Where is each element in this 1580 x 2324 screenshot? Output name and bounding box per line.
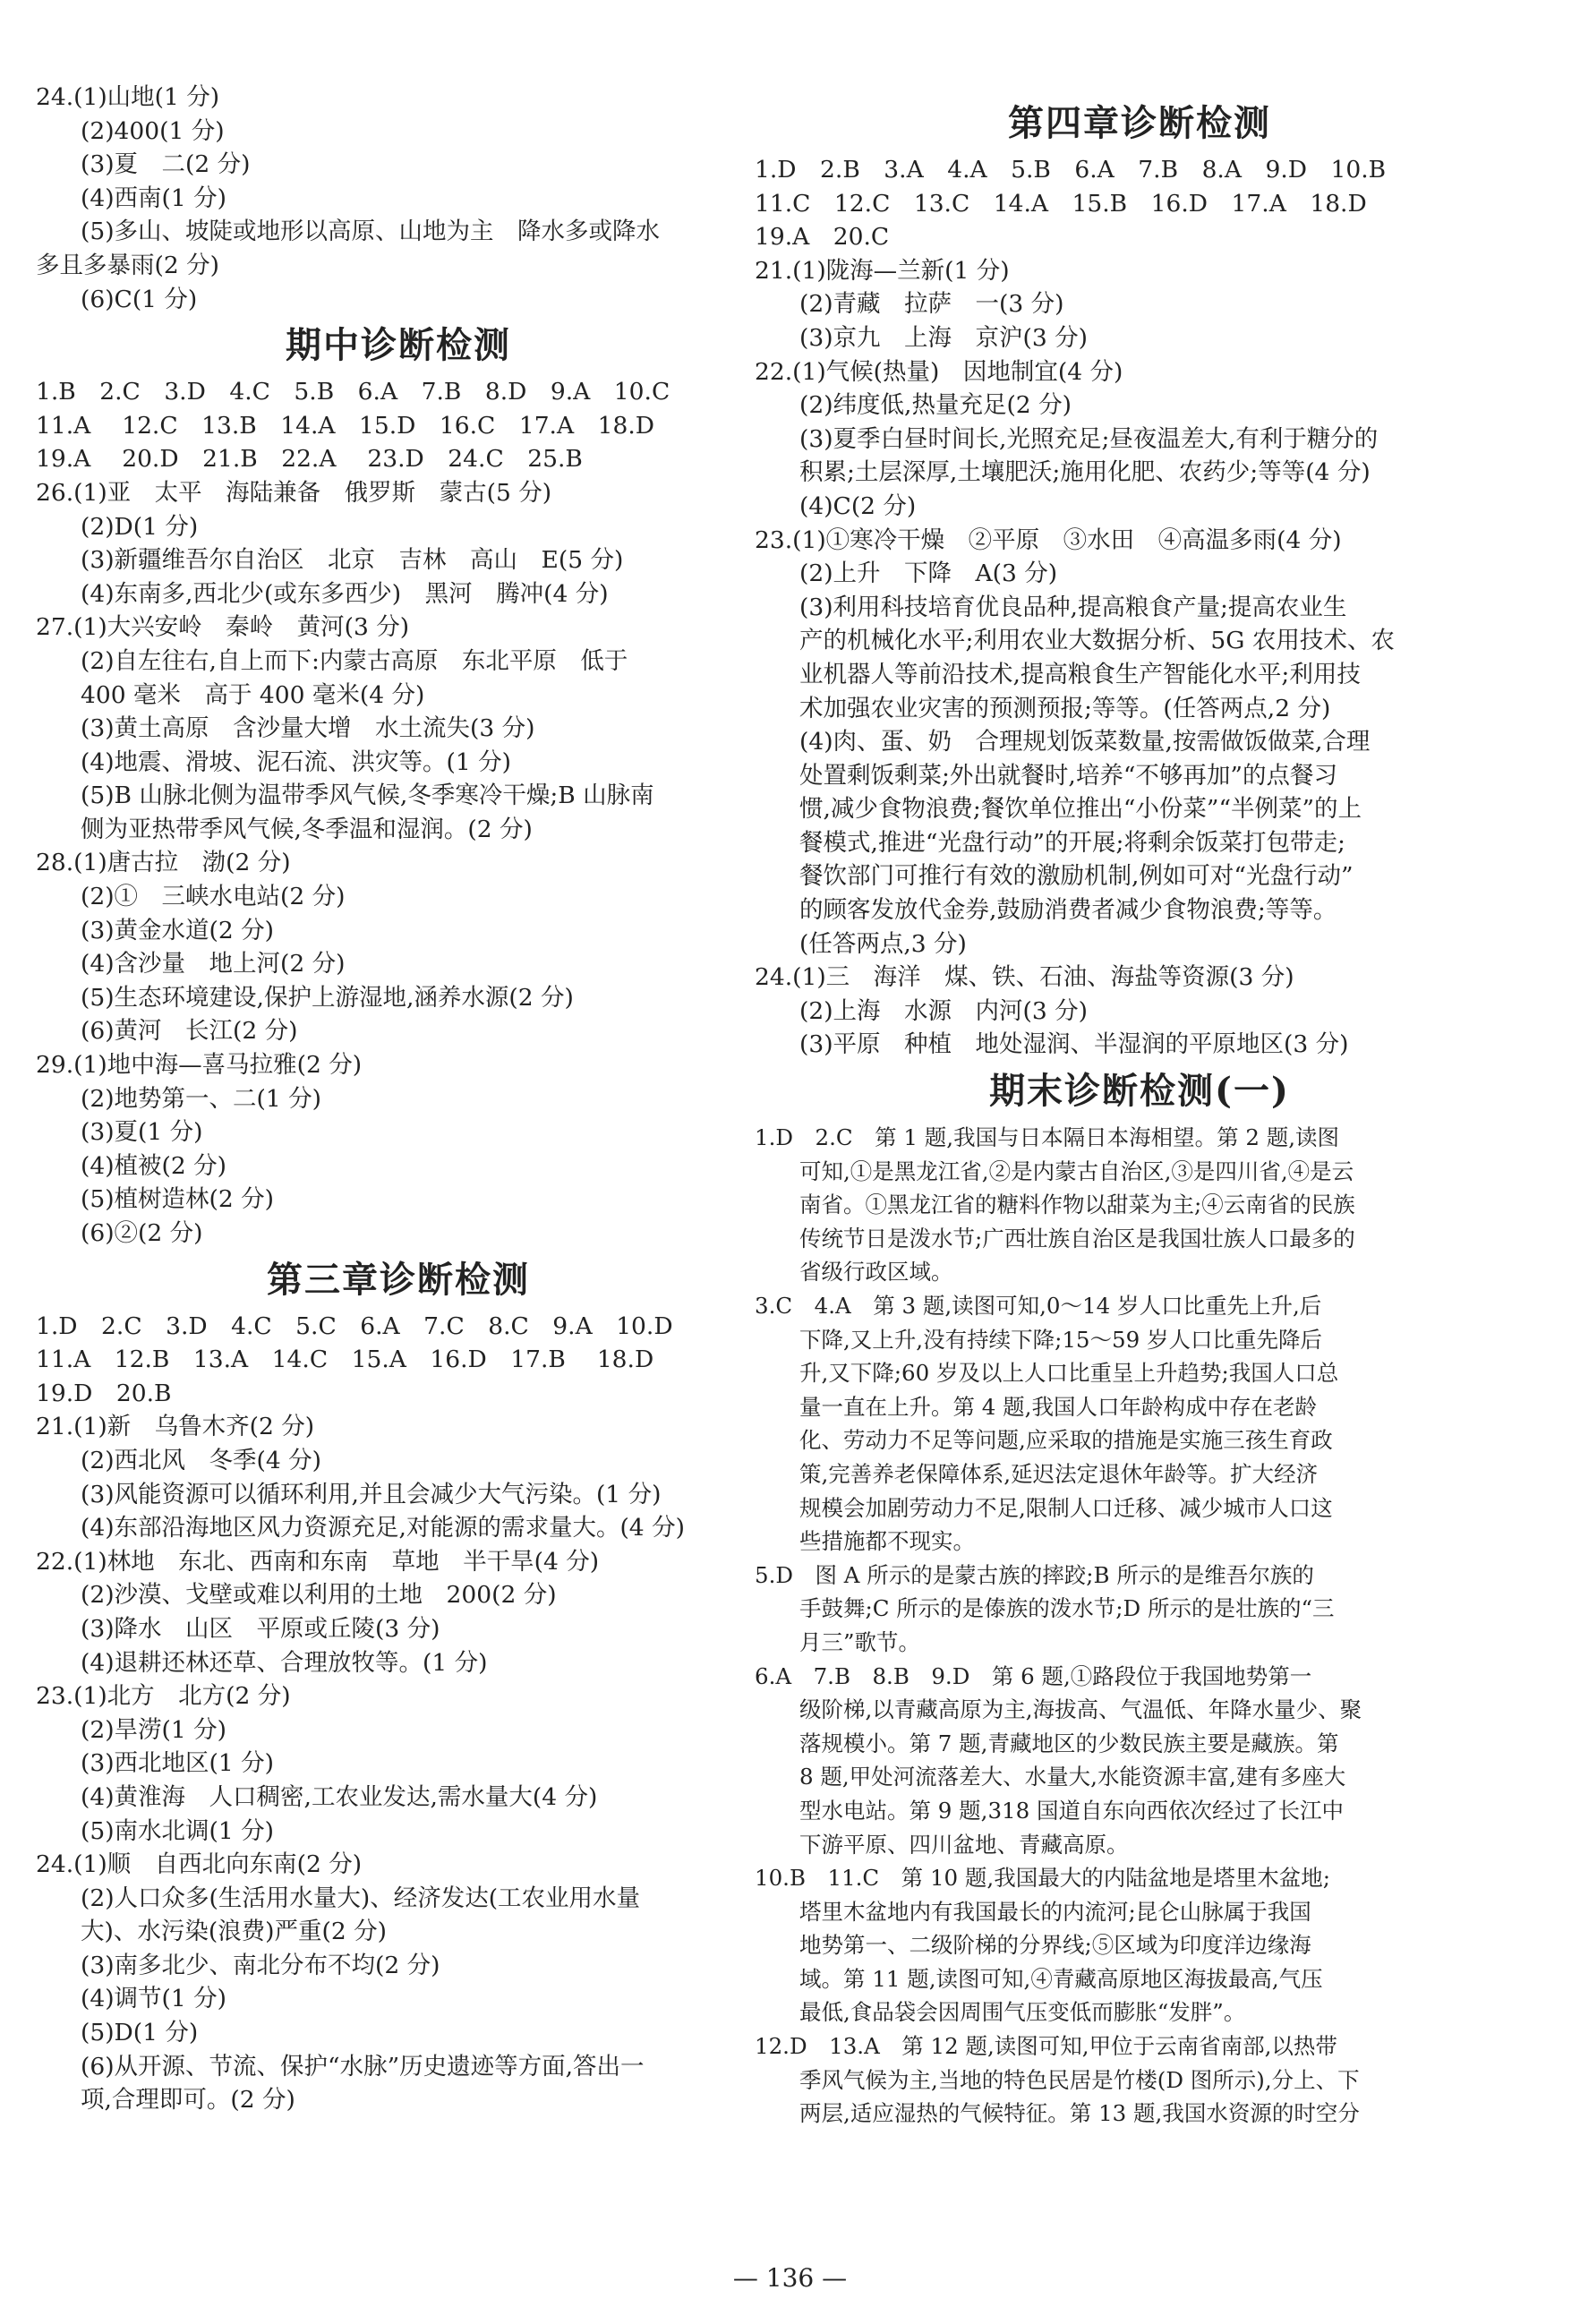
answer-line: 可知,①是黑龙江省,②是内蒙古自治区,③是四川省,④是云 [799,1158,1354,1184]
answer-line: 29.(1)地中海—喜马拉雅(2 分) [36,1051,363,1080]
answer-line: (6)C(1 分) [81,285,198,313]
answer-line: (4)东南多,西北少(或东多西少) 黑河 腾冲(4 分) [81,579,609,608]
answer-line: (5)南水北调(1 分) [81,1816,274,1845]
answer-line: 3.C 4.A 第 3 题,读图可知,0～14 岁人口比重先上升,后 [755,1293,1322,1319]
answer-line: 传统节日是泼水节;广西壮族自治区是我国壮族人口最多的 [799,1225,1355,1252]
answer-line: 22.(1)气候(热量) 因地制宜(4 分) [755,357,1123,386]
answer-line: 侧为亚热带季风气候,冬季温和湿润。(2 分) [81,815,533,843]
answer-line: (5)D(1 分) [81,2019,199,2047]
answer-line: 项,合理即可。(2 分) [81,2086,295,2115]
answer-line: (4)西南(1 分) [81,184,226,212]
section-title: 期中诊断检测 [286,324,511,367]
answer-line: (6)黄河 长江(2 分) [81,1017,298,1046]
answer-line: 24.(1)三 海洋 煤、铁、石油、海盐等资源(3 分) [755,963,1294,992]
answer-line: 餐饮部门可推行有效的激励机制,例如可对“光盘行动” [799,862,1354,891]
answer-line: 下降,又上升,没有持续下降;15～59 岁人口比重先降后 [799,1326,1322,1353]
answer-line: (3)夏 二(2 分) [81,150,251,179]
answer-line: (3)新疆维吾尔自治区 北京 吉林 高山 E(5 分) [81,546,624,575]
answer-line: 24.(1)山地(1 分) [36,83,220,111]
answer-line: (3)平原 种植 地处湿润、半湿润的平原地区(3 分) [799,1030,1349,1059]
section-title: 第四章诊断检测 [1008,102,1271,144]
answer-line: 400 毫米 高于 400 毫米(4 分) [81,680,425,709]
answer-line: (2)① 三峡水电站(2 分) [81,883,346,911]
answer-line: 22.(1)林地 东北、西南和东南 草地 半干旱(4 分) [36,1547,600,1576]
answer-line: (2)青藏 拉萨 一(3 分) [799,290,1064,319]
answer-line: (2)自左往右,自上而下:内蒙古高原 东北平原 低于 [81,646,628,675]
answer-line: 级阶梯,以青藏高原为主,海拔高、气温低、年降水量少、聚 [799,1696,1362,1723]
answer-line: 21.(1)陇海—兰新(1 分) [755,256,1010,285]
answer-line: 落规模小。第 7 题,青藏地区的少数民族主要是藏族。第 [799,1730,1339,1756]
answer-line: 12.D 13.A 第 12 题,读图可知,甲位于云南省南部,以热带 [755,2033,1337,2060]
answer-line: (4)C(2 分) [799,491,917,520]
answer-line: 23.(1)①寒冷干燥 ②平原 ③水田 ④高温多雨(4 分) [755,525,1342,554]
answer-line: 的顾客发放代金券,鼓励消费者减少食物浪费;等等。 [799,896,1337,925]
answer-line: 月三”歌节。 [799,1628,921,1655]
answer-line: (2)400(1 分) [81,116,225,145]
answer-line: 地势第一、二级阶梯的分界线;⑤区域为印度洋边缘海 [799,1932,1311,1959]
answer-line: (2)地势第一、二(1 分) [81,1084,321,1113]
answer-line: 28.(1)唐古拉 渤(2 分) [36,849,291,877]
answer-line: (2)上海 水源 内河(3 分) [799,996,1088,1025]
answer-line: 1.B 2.C 3.D 4.C 5.B 6.A 7.B 8.D 9.A 10.C [36,378,670,406]
answer-line: 型水电站。第 9 题,318 国道自东向西依次经过了长江中 [799,1797,1344,1824]
answer-line: (3)夏季白昼时间长,光照充足;昼夜温差大,有利于糖分的 [799,424,1379,453]
answer-line: 些措施都不现实。 [799,1528,975,1555]
answer-line: 业机器人等前沿技术,提高粮食生产智能化水平;利用技 [799,660,1361,688]
left-column [36,81,761,2117]
answer-line: 24.(1)顺 自西北向东南(2 分) [36,1850,363,1879]
answer-line: (4)东部沿海地区风力资源充足,对能源的需求量大。(4 分) [81,1514,685,1542]
answer-line: 处置剩饭剩菜;外出就餐时,培养“不够再加”的点餐习 [799,761,1337,790]
answer-line: 餐模式,推进“光盘行动”的开展;将剩余饭菜打包带走; [799,828,1345,857]
answer-line: 10.B 11.C 第 10 题,我国最大的内陆盆地是塔里木盆地; [755,1865,1330,1892]
answer-line: 11.A 12.C 13.B 14.A 15.D 16.C 17.A 18.D [36,411,655,440]
answer-line: 术加强农业灾害的预测预报;等等。(任答两点,2 分) [799,694,1331,722]
answer-line: (3)夏(1 分) [81,1118,203,1147]
page-number: — 136 — [732,2263,848,2293]
answer-line: 下游平原、四川盆地、青藏高原。 [799,1831,1129,1858]
answer-line: 19.A 20.D 21.B 22.A 23.D 24.C 25.B [36,445,583,474]
answer-line: 升,又下降;60 岁及以上人口比重呈上升趋势;我国人口总 [799,1360,1339,1387]
answer-line: 域。第 11 题,读图可知,④青藏高原地区海拔最高,气压 [799,1965,1323,1992]
answer-line: (3)西北地区(1 分) [81,1749,274,1778]
answer-line: 6.A 7.B 8.B 9.D 第 6 题,①路段位于我国地势第一 [755,1662,1312,1689]
answer-line: (4)退耕还林还草、合理放牧等。(1 分) [81,1648,488,1677]
answer-line: (3)利用科技培育优良品种,提高粮食产量;提高农业生 [799,593,1347,621]
answer-line: 19.D 20.B [36,1379,172,1407]
answer-line: 规模会加剧劳动力不足,限制人口迁移、减少城市人口这 [799,1494,1333,1521]
answer-line: 8 题,甲处河流落差大、水量大,水能资源丰富,建有多座大 [799,1764,1346,1790]
answer-line: 19.A 20.C [755,223,890,252]
answer-line: 化、劳动力不足等问题,应采取的措施是实施三孩生育政 [799,1427,1333,1454]
answer-line: 两层,适应湿热的气候特征。第 13 题,我国水资源的时空分 [799,2100,1360,2127]
answer-line: (6)②(2 分) [81,1219,203,1247]
answer-line: 惯,减少食物浪费;餐饮单位推出“小份菜”“半例菜”的上 [799,795,1362,824]
answer-line: (4)调节(1 分) [81,1985,226,2013]
answer-line: 最低,食品袋会因周围气压变低而膨胀“发胖”。 [799,1999,1246,2026]
answer-line: (4)黄淮海 人口稠密,工农业发达,需水量大(4 分) [81,1782,598,1811]
answer-line: 26.(1)亚 太平 海陆兼备 俄罗斯 蒙古(5 分) [36,478,552,507]
answer-line: (3)黄金水道(2 分) [81,916,274,944]
answer-line: (2)纬度低,热量充足(2 分) [799,391,1072,420]
answer-line: (2)人口众多(生活用水量大)、经济发达(工农业用水量 [81,1884,641,1912]
answer-line: 量一直在上升。第 4 题,我国人口年龄构成中存在老龄 [799,1393,1317,1420]
answer-line: (4)地震、滑坡、泥石流、洪灾等。(1 分) [81,748,511,776]
answer-line: (2)旱涝(1 分) [81,1715,226,1744]
answer-line: (5)生态环境建设,保护上游湿地,涵养水源(2 分) [81,983,574,1012]
answer-line: 5.D 图 A 所示的是蒙古族的摔跤;B 所示的是维吾尔族的 [755,1561,1314,1588]
answer-line: (6)从开源、节流、保护“水脉”历史遗迹等方面,答出一 [81,2052,645,2080]
answer-line: (4)肉、蛋、奶 合理规划饭菜数量,按需做饭做菜,合理 [799,728,1371,756]
answer-line: 季风气候为主,当地的特色民居是竹楼(D 图所示),分上、下 [799,2066,1360,2093]
answer-line: 策,完善养老保障体系,延迟法定退休年龄等。扩大经济 [799,1460,1319,1487]
answer-line: 1.D 2.B 3.A 4.A 5.B 6.A 7.B 8.A 9.D 10.B [755,156,1387,184]
answer-line: (2)沙漠、戈壁或难以利用的土地 200(2 分) [81,1581,557,1610]
answer-line: (5)B 山脉北侧为温带季风气候,冬季寒冷干燥;B 山脉南 [81,782,654,810]
section-title: 期末诊断检测(一) [989,1070,1290,1113]
answer-line: 11.C 12.C 13.C 14.A 15.B 16.D 17.A 18.D [755,189,1367,218]
answer-line: 21.(1)新 乌鲁木齐(2 分) [36,1413,315,1441]
answer-line: 积累;土层深厚,土壤肥沃;施用化肥、农药少;等等(4 分) [799,458,1371,487]
answer-line: (5)多山、坡陡或地形以高原、山地为主 降水多或降水 [81,218,661,246]
answer-line: 1.D 2.C 第 1 题,我国与日本隔日本海相望。第 2 题,读图 [755,1124,1340,1151]
answer-line: 多且多暴雨(2 分) [36,251,219,279]
answer-line: (3)京九 上海 京沪(3 分) [799,323,1088,352]
answer-line: 塔里木盆地内有我国最长的内流河;昆仑山脉属于我国 [799,1898,1311,1925]
answer-line: (4)植被(2 分) [81,1151,226,1180]
answer-line: (3)黄土高原 含沙量大增 水土流失(3 分) [81,714,535,743]
answer-line: 23.(1)北方 北方(2 分) [36,1682,291,1711]
answer-line: 11.A 12.B 13.A 14.C 15.A 16.D 17.B 18.D [36,1346,654,1374]
answer-line: 1.D 2.C 3.D 4.C 5.C 6.A 7.C 8.C 9.A 10.D [36,1312,673,1340]
answer-line: 产的机械化水平;利用农业大数据分析、5G 农用技术、农 [799,627,1395,655]
right-column [755,94,1524,2131]
answer-line: (2)上升 下降 A(3 分) [799,560,1058,588]
answer-line: (4)含沙量 地上河(2 分) [81,950,346,978]
answer-line: (2)西北风 冬季(4 分) [81,1446,321,1474]
answer-line: (任答两点,3 分) [799,929,967,958]
answer-line: (2)D(1 分) [81,512,199,541]
answer-line: (5)植树造林(2 分) [81,1185,274,1214]
answer-line: (3)南多北少、南北分布不均(2 分) [81,1951,440,1979]
answer-line: 南省。①黑龙江省的糖料作物以甜菜为主;④云南省的民族 [799,1192,1355,1218]
section-title: 第三章诊断检测 [267,1258,530,1301]
answer-line: 27.(1)大兴安岭 秦岭 黄河(3 分) [36,613,410,642]
answer-line: (3)风能资源可以循环利用,并且会减少大气污染。(1 分) [81,1480,662,1508]
answer-line: (3)降水 山区 平原或丘陵(3 分) [81,1614,440,1643]
answer-line: 大)、水污染(浪费)严重(2 分) [81,1918,387,1946]
answer-line: 省级行政区域。 [799,1259,953,1286]
answer-line: 手鼓舞;C 所示的是傣族的泼水节;D 所示的是壮族的“三 [799,1595,1335,1622]
